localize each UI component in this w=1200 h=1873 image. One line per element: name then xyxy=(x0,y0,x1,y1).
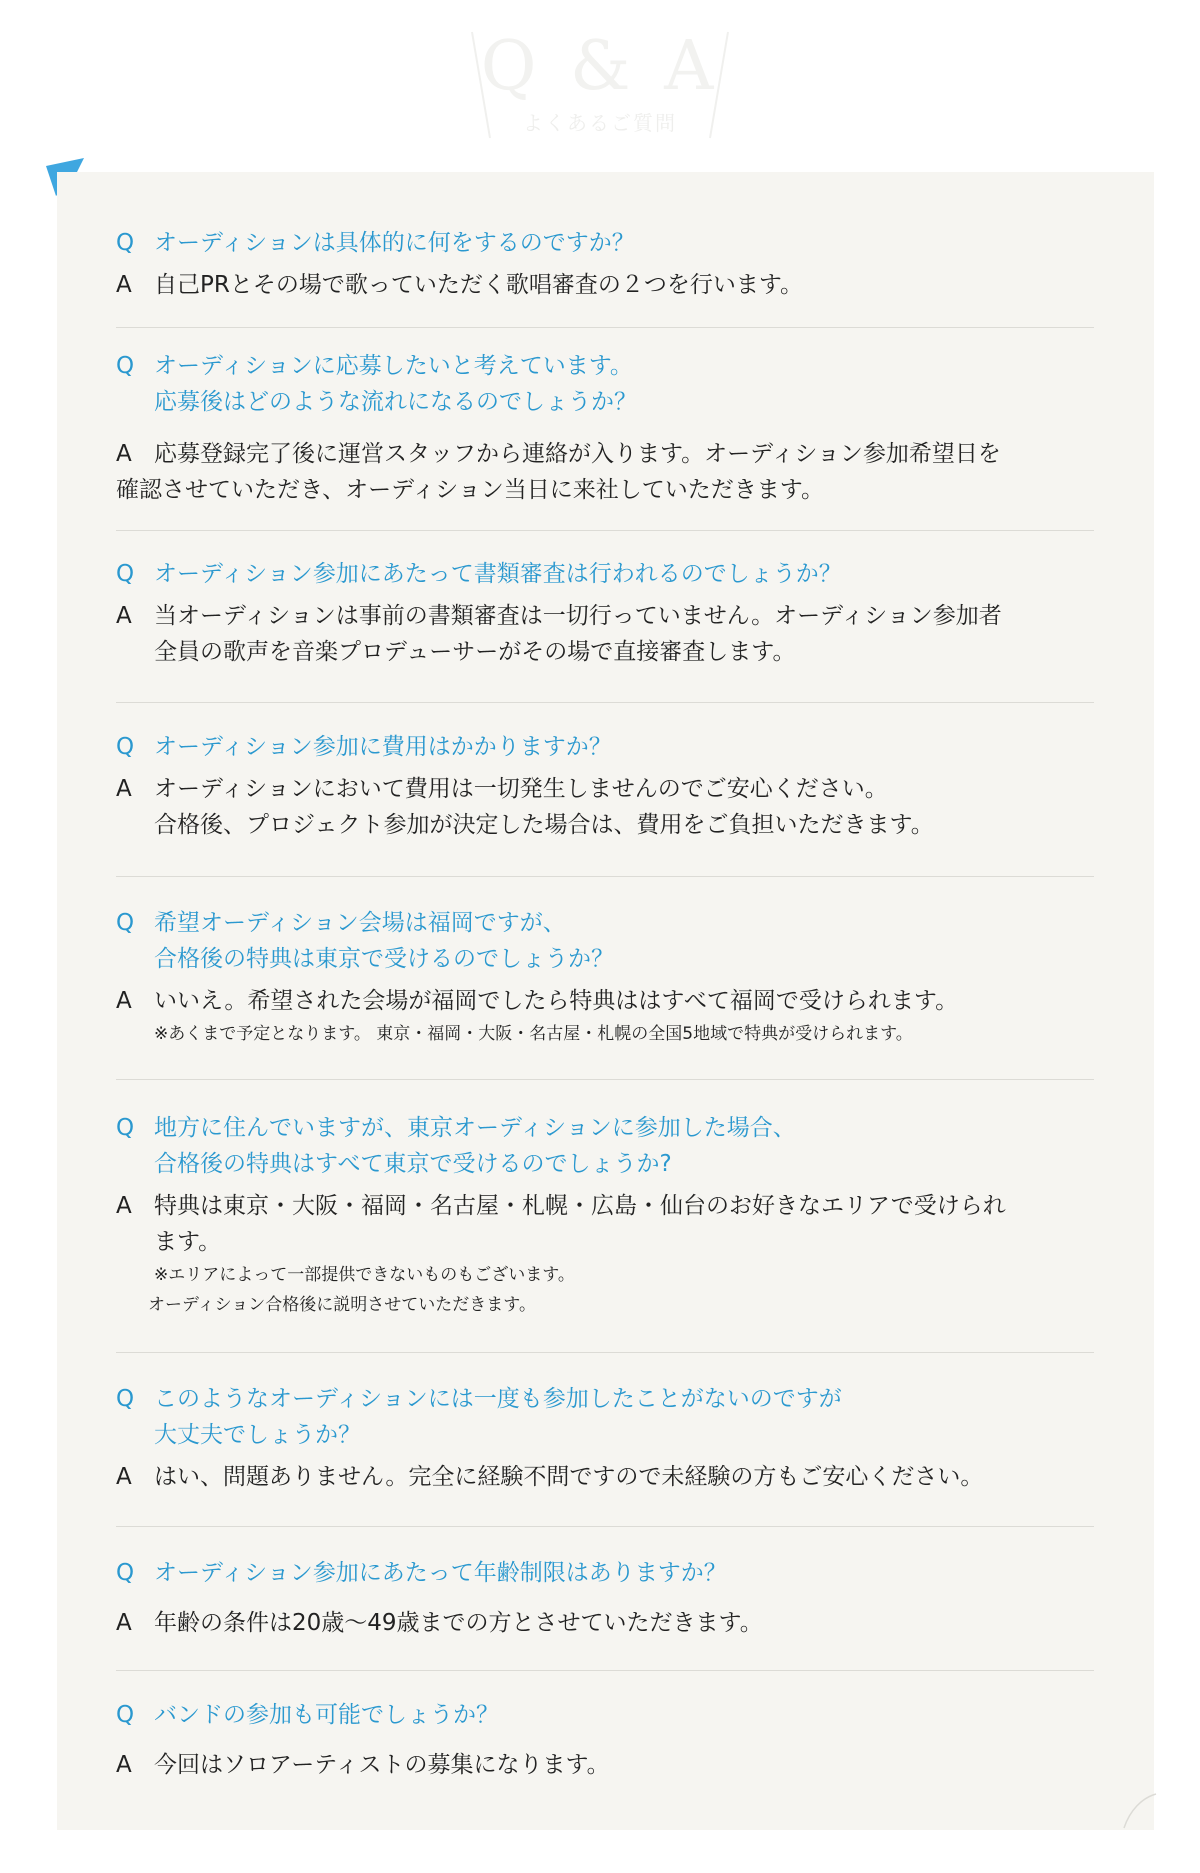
answer-note: ※あくまで予定となります。 東京・福岡・大阪・名古屋・札幌の全国5地域で特典が受けられます。 xyxy=(154,1024,913,1044)
qa-item-8 xyxy=(116,1555,1100,1641)
qa-item-7 xyxy=(116,1381,1100,1495)
question: Q オーディションに応募したいと考えています。 応募後はどのような流れになるのでしょうか？ xyxy=(116,353,637,415)
answer: A 年齢の条件は20歳〜49歳までの方とさせていただきます。 xyxy=(116,1610,763,1636)
answer: A 自己PRとその場で歌っていただく歌唱審査の２つを行います。 xyxy=(116,272,804,298)
question: Q オーディション参加にあたって年齢制限はありますか？ xyxy=(116,1560,727,1586)
answer: A 当オーディションは事前の書類審査は一切行っていません。オーディション参加者 全員の歌声を音楽プロデューサーがその場で直接審査します。 xyxy=(116,603,1002,665)
question: Q バンドの参加も可能でしょうか？ xyxy=(116,1702,499,1728)
qa-divider xyxy=(116,327,1094,328)
question: Q オーディション参加に費用はかかりますか？ xyxy=(116,734,612,760)
section-subtitle: よくあるご質問 xyxy=(523,111,677,135)
qa-item-2 xyxy=(116,348,1100,508)
question: Q 希望オーディション会場は福岡ですが、 合格後の特典は東京で受けるのでしょうか？ xyxy=(116,910,614,972)
qa-item-4 xyxy=(116,729,1100,843)
answer: A はい、問題ありません。完全に経験不問ですので未経験の方もご安心ください。 xyxy=(116,1464,984,1490)
qa-divider xyxy=(116,1079,1094,1080)
question: Q このようなオーディションには一度も参加したことがないのですが 大丈夫でしょうか？ xyxy=(116,1386,842,1448)
qa-item-9 xyxy=(116,1697,1100,1783)
question: Q オーディションは具体的に何をするのですか？ xyxy=(116,230,635,256)
section-title: Q & A xyxy=(480,27,720,106)
qa-divider xyxy=(116,1670,1094,1671)
answer: A 応募登録完了後に運営スタッフから連絡が入ります。オーディション参加希望日を 確認させていただき、オーディション当日に来社していただきます。 xyxy=(116,441,1001,503)
qa-item-5 xyxy=(116,905,1100,1049)
answer: A オーディションにおいて費用は一切発生しませんのでご安心ください。 合格後、プロジェクト参加が決定した場合は、費用をご負担いただきます。 xyxy=(116,776,934,838)
qa-item-1 xyxy=(116,225,1100,303)
answer: A 特典は東京・大阪・福岡・名古屋・札幌・広島・仙台のお好きなエリアで受けられ ます。 xyxy=(116,1193,1006,1255)
question: Q 地方に住んでいますが、東京オーディションに参加した場合、 合格後の特典はすべて東京で受けるのでしょうか? xyxy=(116,1115,796,1177)
qa-divider xyxy=(116,702,1094,703)
qa-divider xyxy=(116,876,1094,877)
answer-note: ※エリアによって一部提供できないものもございます。 xyxy=(154,1265,575,1285)
answer-note: オーディション合格後に説明させていただきます。 xyxy=(148,1295,536,1315)
qa-divider xyxy=(116,1526,1094,1527)
qa-item-3 xyxy=(116,556,1100,670)
answer: A いいえ。希望された会場が福岡でしたら特典ははすべて福岡で受けられます。 xyxy=(116,988,959,1014)
qa-divider xyxy=(116,1352,1094,1353)
answer: A 今回はソロアーティストの募集になります。 xyxy=(116,1752,610,1778)
qa-item-6 xyxy=(116,1110,1100,1320)
qa-divider xyxy=(116,530,1094,531)
qa-header xyxy=(0,0,1200,160)
question: Q オーディション参加にあたって書類審査は行われるのでしょうか？ xyxy=(116,561,842,587)
corner-curl-decoration xyxy=(1120,1792,1160,1832)
